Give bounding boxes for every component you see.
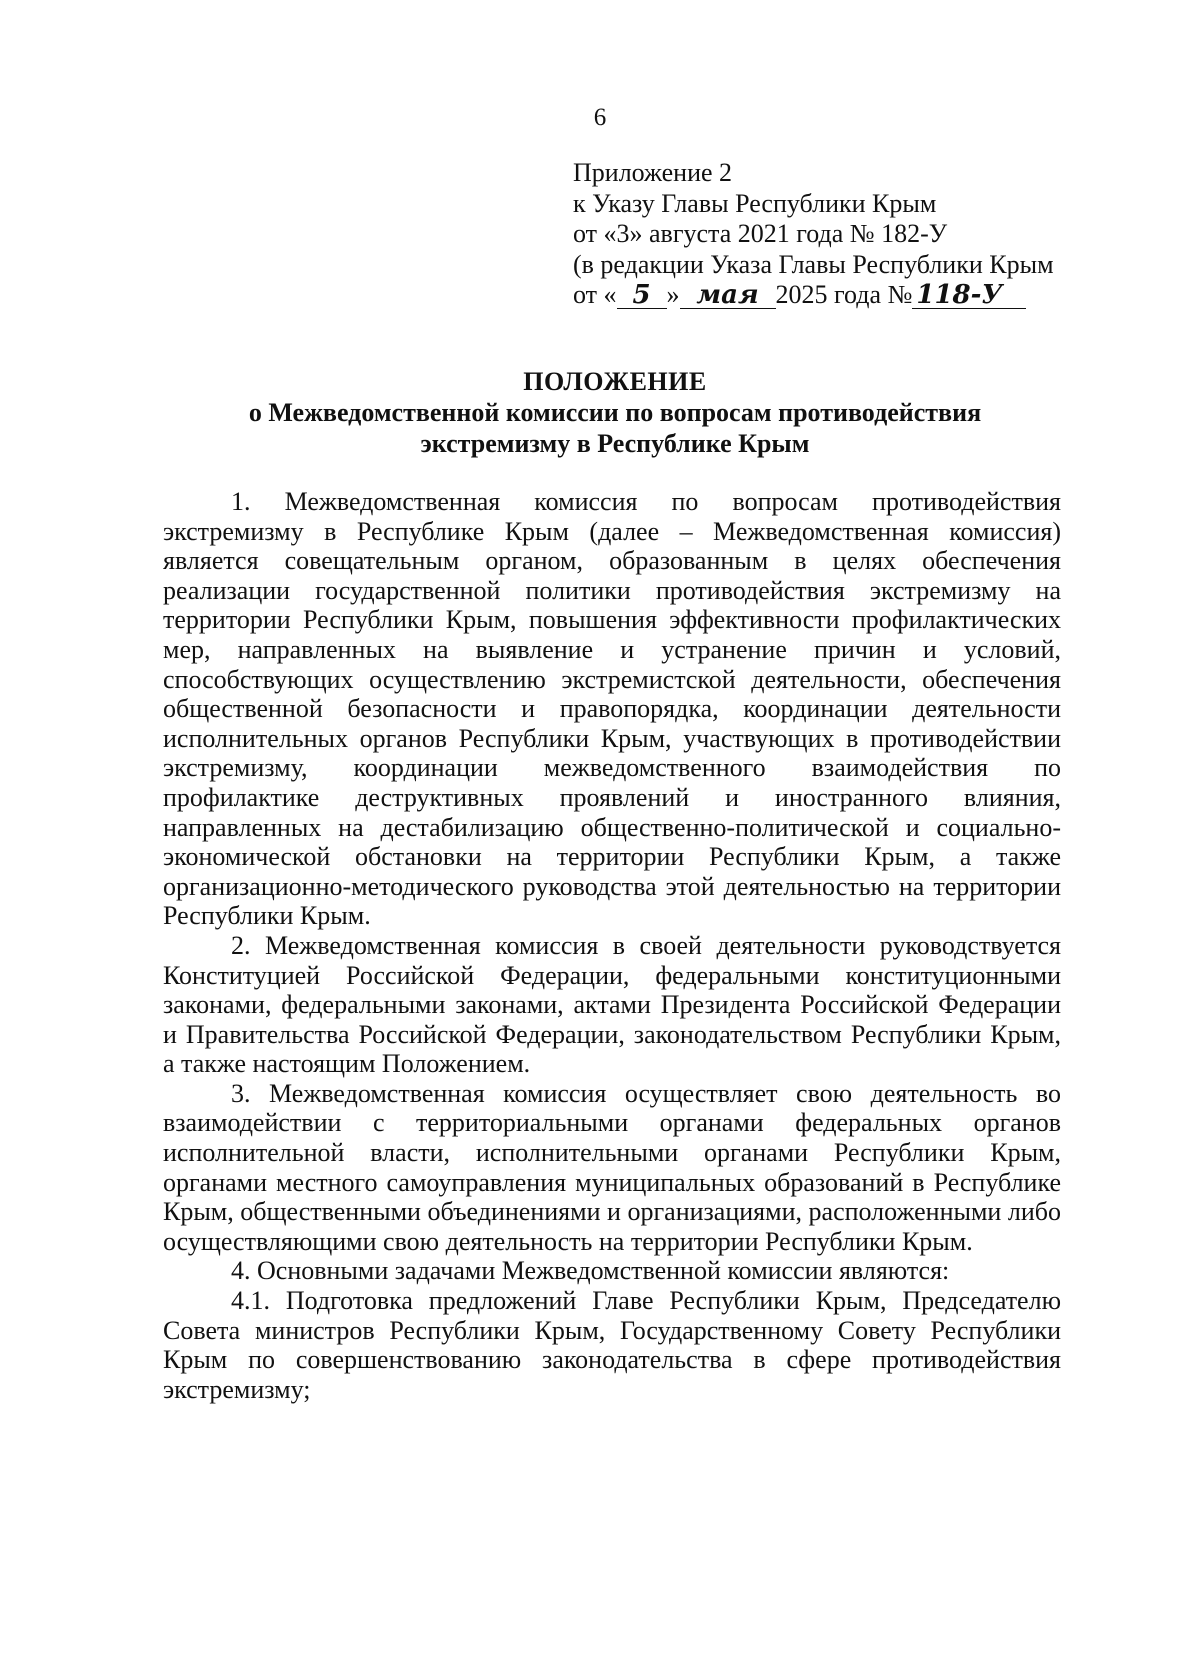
appendix-line: к Указу Главы Республики Крым [573, 188, 937, 218]
paragraph-2: 2. Межведомственная комиссия в своей деятельности руководствуется Конституцией Российской Федерации, федеральными конституционными законами, федеральными законами, актами Президента Российской Федерации и Правительства Российской Федерации, законодательством Республики Крым, а также настоящим Положением. [163, 930, 1061, 1079]
date-prefix: от « [573, 280, 617, 309]
date-quote: » [666, 280, 680, 309]
paragraph-1: 1. Межведомственная комиссия по вопросам противодействия экстремизму в Республике Крым (далее – Межведомственная комиссия) является совещательным органом, образованным в целях обеспечения реализации государственной политики противодействия экстремизму на территории Республики Крым, повышения эффективности профилактических мер, направленных на выявление и устранение причин и условий, способствующих осуществлению экстремистской деятельности, обеспечения общественной безопасности и правопорядка, координации деятельности исполнительных органов Республики Крым, участвующих в противодействии экстремизму, координации межведомственного взаимодействия по профилактике деструктивных проявлений и иностранного влияния, направленных на дестабилизацию общественно-политической и социально-экономической обстановки на территории Республики Крым, а также организационно-методического руководства этой деятельностью на территории Республики Крым. [163, 487, 1061, 931]
appendix-line: от «3» августа 2021 года № 182-У [573, 219, 948, 248]
paragraph-4-1: 4.1. Подготовка предложений Главе Республики Крым, Председателю Совета министров Республики Крым, Государственному Совету Республики Крым по совершенствованию законодательства в сфере противодействия экстремизму; [163, 1286, 1061, 1404]
appendix-header [573, 158, 1093, 311]
handwritten-day: 5 [617, 282, 667, 309]
paragraph-3: 3. Межведомственная комиссия осуществляет свою деятельность во взаимодействии с территориальными органами федеральных органов исполнительной власти, исполнительными органами Республики Крым, органами местного самоуправления муниципальных образований в Республике Крым, общественными объединениями и организациями, расположенными либо осуществляющими свою деятельность на территории Республики Крым. [163, 1078, 1061, 1256]
page-number: 6 [593, 104, 607, 131]
appendix-line: Приложение 2 [573, 158, 733, 187]
document-title [150, 366, 1080, 459]
date-year: 2025 года № [775, 280, 913, 309]
appendix-date-line [573, 280, 1093, 311]
handwritten-month: мая [680, 282, 776, 309]
handwritten-number: 118-У [912, 282, 1026, 309]
title-subtitle-line: о Межведомственной комиссии по вопросам противодействия [248, 398, 982, 427]
appendix-line: (в редакции Указа Главы Республики Крым [573, 249, 1054, 279]
paragraph-4: 4. Основными задачами Межведомственной комиссии являются: [231, 1256, 950, 1286]
title-main: ПОЛОЖЕНИЕ [523, 367, 707, 396]
title-subtitle-line: экстремизму в Республике Крым [420, 429, 810, 458]
document-body [163, 487, 1061, 1404]
